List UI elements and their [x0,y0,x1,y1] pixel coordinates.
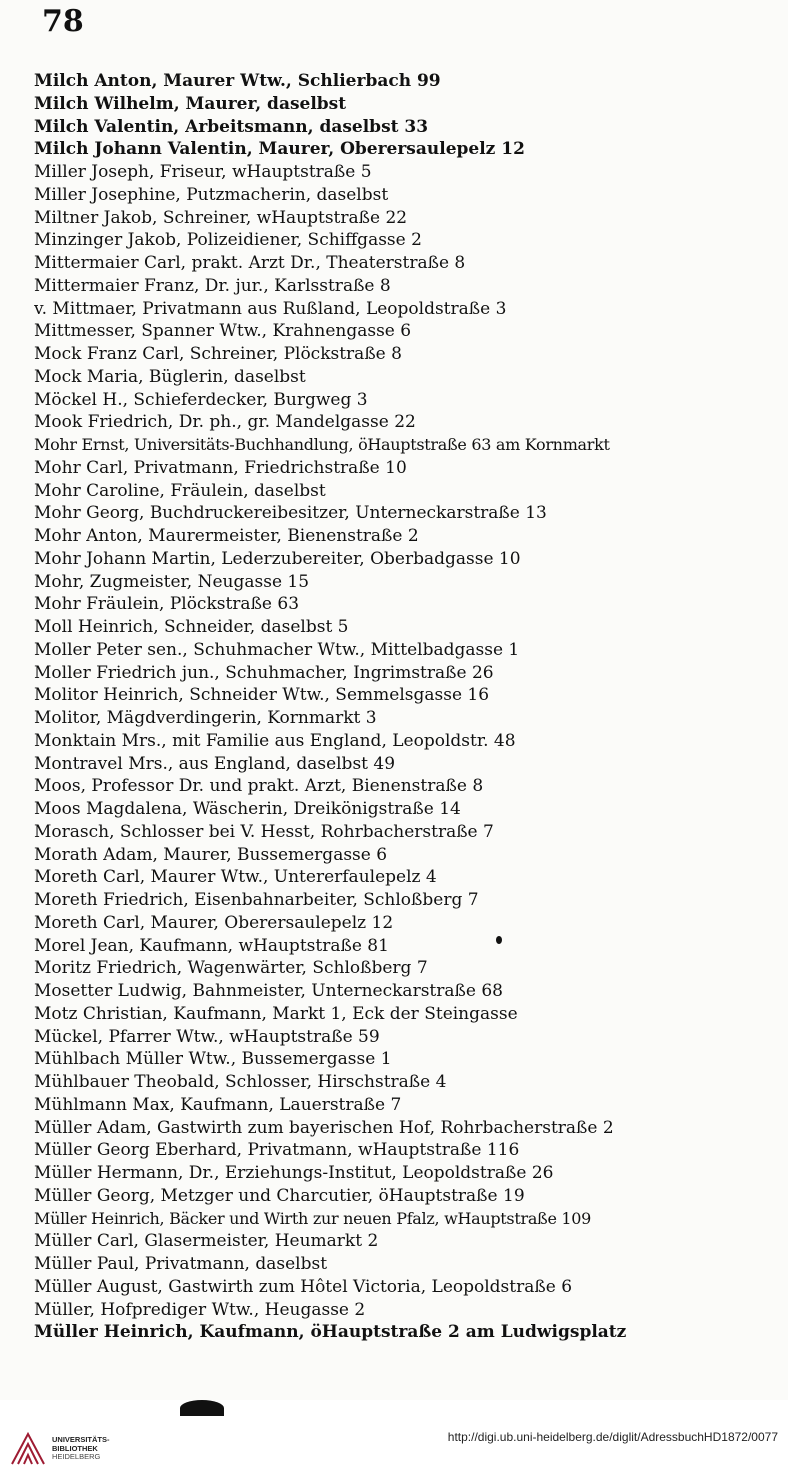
directory-entry: Müller Heinrich, Bäcker und Wirth zur neuen Pfalz, wHauptstraße 109 [34,1208,592,1228]
library-name-line: UNIVERSITÄTS- [52,1435,110,1444]
directory-entry: Motz Christian, Kaufmann, Markt 1, Eck der Steingasse [34,1003,518,1024]
directory-entry: Mühlbach Müller Wtw., Bussemergasse 1 [34,1049,392,1070]
library-name-line: BIBLIOTHEK [52,1443,98,1453]
directory-entry: Mückel, Pfarrer Wtw., wHauptstraße 59 [34,1026,380,1047]
directory-entry: Müller, Hofprediger Wtw., Heugasse 2 [34,1299,366,1320]
directory-entry: Mohr Anton, Maurermeister, Bienenstraße 2 [34,526,419,546]
directory-entry: v. Mittmaer, Privatmann aus Rußland, Leopoldstraße 3 [34,298,507,319]
directory-entry: Milch Anton, Maurer Wtw., Schlierbach 99 [34,71,441,91]
directory-entry: Miltner Jakob, Schreiner, wHauptstraße 22 [34,207,408,228]
directory-entry: Mock Maria, Büglerin, daselbst [34,366,306,387]
directory-entry: Mittmesser, Spanner Wtw., Krahnengasse 6 [34,321,412,342]
directory-entry: Mohr Johann Martin, Lederzubereiter, Oberbadgasse 10 [34,548,521,569]
directory-entry: Moll Heinrich, Schneider, daselbst 5 [34,617,349,637]
directory-entry: Mohr Ernst, Universitäts-Buchhandlung, öHauptstraße 63 am Kornmarkt [34,435,610,454]
ink-smudge [180,1400,224,1416]
directory-entry: Möckel H., Schieferdecker, Burgweg 3 [34,389,368,410]
directory-entry: Moreth Carl, Maurer Wtw., Untererfaulepelz 4 [34,867,437,888]
directory-entry: Moreth Friedrich, Eisenbahnarbeiter, Schloßberg 7 [34,890,479,910]
directory-entry: Milch Valentin, Arbeitsmann, daselbst 33 [34,116,429,137]
directory-entry: Moller Friedrich jun., Schuhmacher, Ingrimstraße 26 [34,662,494,683]
directory-entry: Müller Hermann, Dr., Erziehungs-Institut, Leopoldstraße 26 [34,1163,554,1183]
footer [0,1416,788,1478]
directory-entry: Moritz Friedrich, Wagenwärter, Schloßberg 7 [34,958,428,979]
directory-entry: Monktain Mrs., mit Familie aus England, Leopoldstr. 48 [34,730,516,751]
directory-entry: Moos, Professor Dr. und prakt. Arzt, Bienenstraße 8 [34,776,484,797]
directory-entry: Montravel Mrs., aus England, daselbst 49 [34,753,396,774]
directory-entry: Molitor Heinrich, Schneider Wtw., Semmelsgasse 16 [34,685,490,706]
directory-entry: Mohr Carl, Privatmann, Friedrichstraße 10 [34,457,407,478]
directory-entry: Mohr Fräulein, Plöckstraße 63 [34,594,300,615]
directory-entry: Mook Friedrich, Dr. ph., gr. Mandelgasse 22 [34,412,416,433]
directory-entry: Morasch, Schlosser bei V. Hesst, Rohrbacherstraße 7 [34,821,494,842]
directory-entry: Müller August, Gastwirth zum Hôtel Victoria, Leopoldstraße 6 [34,1276,573,1297]
source-url[interactable]: http://digi.ub.uni-heidelberg.de/diglit/AdressbuchHD1872/0077 [447,1430,778,1444]
ink-dot [496,936,502,944]
directory-entry: Mittermaier Franz, Dr. jur., Karlsstraße 8 [34,275,391,296]
directory-entry: Miller Joseph, Friseur, wHauptstraße 5 [34,162,372,182]
directory-entry: Moreth Carl, Maurer, Oberersaulepelz 12 [34,912,394,933]
directory-entry: Mohr Georg, Buchdruckereibesitzer, Unterneckarstraße 13 [34,503,547,524]
directory-entry: Moller Peter sen., Schuhmacher Wtw., Mittelbadgasse 1 [34,639,520,660]
directory-entry: Mohr, Zugmeister, Neugasse 15 [34,571,310,592]
directory-entry: Molitor, Mägdverdingerin, Kornmarkt 3 [34,708,377,728]
directory-entry: Mittermaier Carl, prakt. Arzt Dr., Theaterstraße 8 [34,253,466,273]
directory-entry: Milch Wilhelm, Maurer, daselbst [34,93,347,114]
directory-entry: Mock Franz Carl, Schreiner, Plöckstraße 8 [34,344,402,364]
directory-entry: Milch Johann Valentin, Maurer, Oberersaulepelz 12 [34,139,525,160]
directory-entry: Mühlmann Max, Kaufmann, Lauerstraße 7 [34,1094,402,1115]
directory-entry: Minzinger Jakob, Polizeidiener, Schiffgasse 2 [34,230,422,251]
page-number: 78 [42,4,84,39]
directory-entry: Morath Adam, Maurer, Bussemergasse 6 [34,844,388,865]
address-entries [34,70,774,1344]
directory-entry: Müller Carl, Glasermeister, Heumarkt 2 [34,1231,379,1252]
directory-entry: Moos Magdalena, Wäscherin, Dreikönigstraße 14 [34,799,461,819]
directory-entry: Müller Adam, Gastwirth zum bayerischen Hof, Rohrbacherstraße 2 [34,1117,614,1138]
directory-entry: Müller Paul, Privatmann, daselbst [34,1254,328,1274]
directory-entry: Miller Josephine, Putzmacherin, daselbst [34,184,389,205]
university-library-logo-icon [8,1428,48,1468]
directory-entry: Mohr Caroline, Fräulein, daselbst [34,480,326,501]
directory-entry: Müller Georg Eberhard, Privatmann, wHauptstraße 116 [34,1140,520,1161]
directory-entry: Müller Heinrich, Kaufmann, öHauptstraße 2 am Ludwigsplatz [34,1322,627,1343]
directory-entry: Müller Georg, Metzger und Charcutier, öHauptstraße 19 [34,1185,525,1206]
directory-entry: Mühlbauer Theobald, Schlosser, Hirschstraße 4 [34,1072,447,1092]
directory-entry: Mosetter Ludwig, Bahnmeister, Unterneckarstraße 68 [34,981,503,1001]
library-name [52,1436,110,1462]
library-name-line: HEIDELBERG [52,1452,101,1461]
directory-entry: Morel Jean, Kaufmann, wHauptstraße 81 [34,935,389,956]
